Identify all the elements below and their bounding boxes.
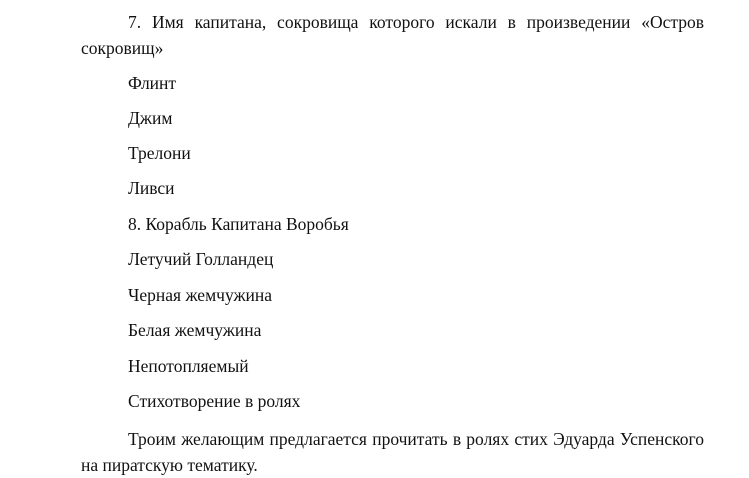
question-8-option-3: Белая жемчужина (128, 320, 262, 340)
question-8-option-2: Черная жемчужина (128, 285, 273, 305)
question-7-text: 7. Имя капитана, сокровища которого искали в произведении «Остров сокровищ» (81, 12, 704, 58)
question-7-option-4: Ливси (128, 178, 175, 198)
question-8-option-4: Непотопляемый (128, 356, 249, 376)
closing-paragraph: Троим желающим предлагается прочитать в ролях стих Эдуарда Успенского на пиратскую тематику. (81, 429, 704, 475)
question-7-option-1: Флинт (128, 73, 177, 93)
question-8-text: 8. Корабль Капитана Воробья (128, 214, 349, 234)
question-7-option-2: Джим (128, 108, 173, 128)
question-8-option-1: Летучий Голландец (128, 249, 274, 269)
question-7-option-3: Трелони (128, 143, 191, 163)
section-heading: Стихотворение в ролях (128, 391, 301, 411)
